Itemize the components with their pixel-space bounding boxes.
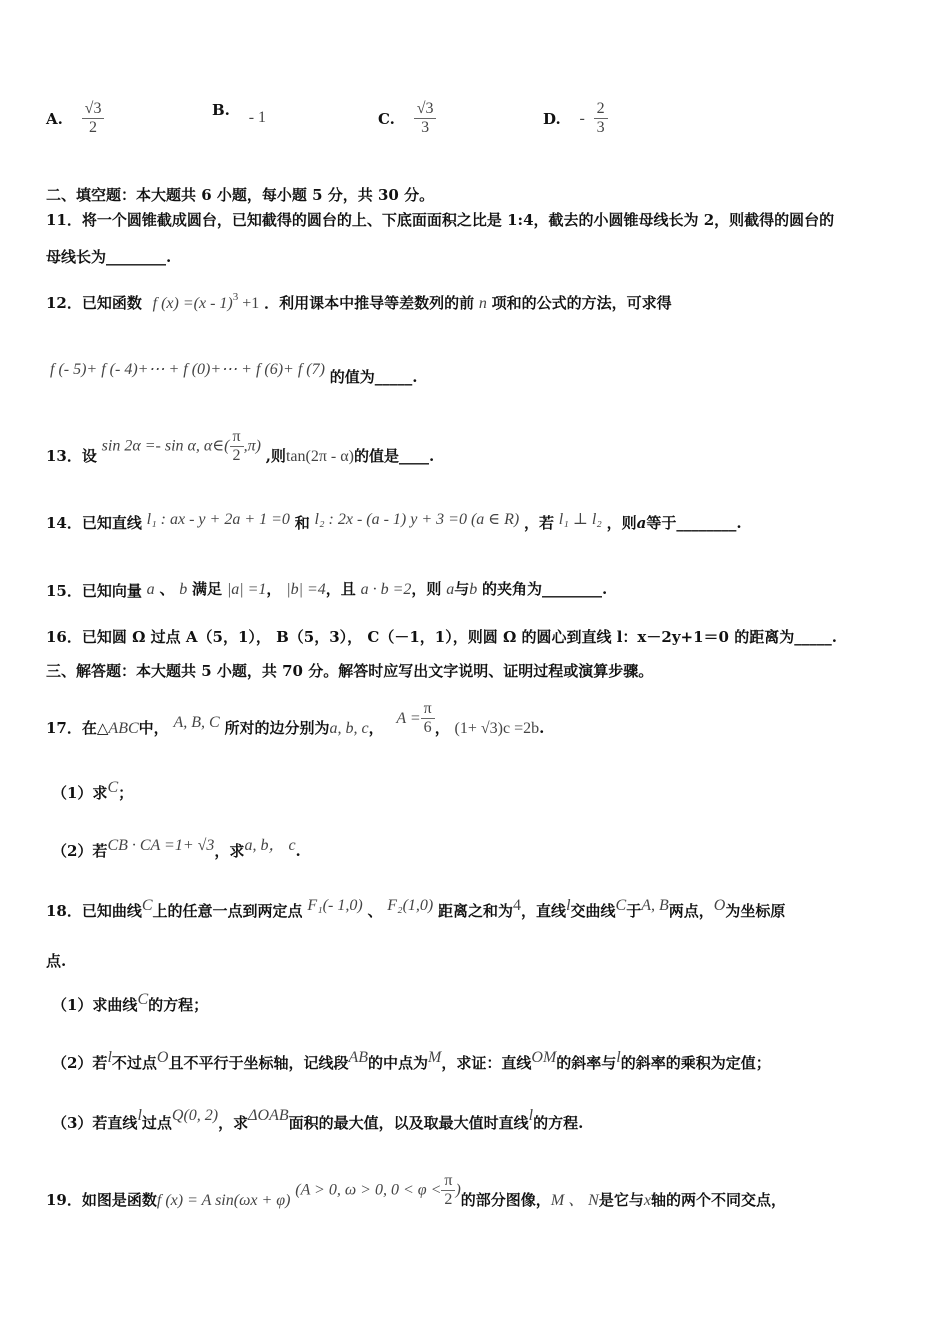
option-d [543,100,608,137]
q17-part-2 [52,834,910,860]
option-a-label: A. [46,109,63,128]
q15-abs-a: |a| =1 [226,581,267,598]
q18-four: 4 [513,897,522,914]
q15-c3: ，则 [411,580,442,598]
q18-c3: ，直线 [521,902,567,920]
q18-p3-tri: ΔOAB [248,1107,289,1124]
q12-function: f (x) =(x - 1) [152,295,233,312]
q17-six: 6 [423,719,432,736]
q13-two: 2 [232,447,241,464]
q18-p2-l2: l [616,1049,621,1066]
option-c-fraction [414,100,437,137]
q18-p2-c: 的中点为 [368,1054,429,1072]
q17-a-eq: A = [396,709,421,727]
q17-p1-end: ； [118,784,134,802]
q14-ask: 等于________. [646,514,742,532]
q14-line-2-eq: l₂ : 2x - (a - 1) y + 3 =0 (a ∈ R) [314,511,520,528]
q18-p3-l2: l [528,1107,534,1124]
q18-p2-label: （2）若 [52,1054,108,1072]
q18-p1-end: 的方程； [148,996,209,1014]
q14-perp: l₁ ⊥ l₂ [558,511,602,528]
q19-two: 2 [444,1191,453,1208]
q15-with: 与 [454,580,470,598]
q15-abs-b: |b| =4 [286,581,326,598]
q12-n: n [478,295,487,312]
q17-p2-expr: CB · CA =1+ √3 [107,837,215,854]
q18-part-1 [52,988,910,1014]
q17-comma: ， [368,718,384,737]
q18-p1-label: （1）求曲线 [52,996,138,1014]
q18-p3-l: l [137,1107,142,1124]
q15-a: a [146,581,155,598]
q18-part-3 [52,1104,910,1132]
q12-tail: +1 [238,295,260,312]
q12-suffix-1: ．利用课本中推导等差数列的前 [264,294,475,312]
option-b-label: B. [212,101,230,119]
q15-c1: 满足 [192,580,223,598]
q18-c5: 于 [626,902,642,920]
section-2-title: 二、填空题：本大题共 6 小题，每小题 5 分，共 30 分。 [46,186,435,204]
option-b [212,100,267,126]
q18-p3-c: 面积的最大值，以及取最大值时直线 [288,1114,529,1132]
option-a [46,100,104,137]
q17-prefix: 17．在△ [46,718,109,737]
q15-comma: ， [266,580,282,598]
option-a-denominator: 2 [89,119,98,136]
q18-p3-b: ，求 [218,1114,249,1132]
q19-c2: 是它与 [598,1190,644,1209]
q19-c1: 的部分图像， [460,1190,551,1209]
q13-line [46,428,910,465]
q15-a-2: a [446,581,455,598]
q15-b: b [179,581,188,598]
q17-sides: a, b, c [329,719,369,737]
q17-p1-label: （1）求 [52,784,108,802]
q15-ask: 的夹角为________. [481,580,608,598]
q17-end: . [539,718,545,737]
q14-line-1-eq: l₁ : ax - y + 2a + 1 =0 [146,511,290,528]
q18-line-1 [46,894,910,920]
q19-condition-end: ) [455,1181,461,1199]
option-d-label: D. [543,109,561,128]
q14-a: a [636,514,647,532]
q19-x: x [643,1191,651,1209]
option-d-sign: - [579,109,585,127]
q18-F1: F₁(- 1,0) [307,897,363,914]
q18-c6: 两点， [668,902,714,920]
q13-expression: tan(2π - α) [285,447,354,465]
q13-pi: π [230,428,244,447]
q19-MN: M 、 N [550,1191,599,1209]
q19-c3: 轴的两个不同交点， [650,1190,786,1209]
q18-p2-OM: OM [531,1049,557,1066]
q18-line-2: 点. [46,952,67,970]
option-c [378,100,436,137]
q14-mid: ，若 [524,514,555,532]
q14-line [46,508,910,531]
q18-sep: 、 [367,902,383,920]
q19-line [46,1172,910,1209]
q18-p2-M: M [428,1049,442,1066]
q18-c2: 距离之和为 [438,902,514,920]
q15-c2: ，且 [325,580,356,598]
q17-p2-vars: a, b， c [244,837,296,854]
q18-c4: 交曲线 [570,902,616,920]
q13-prefix: 13．设 [46,446,97,465]
q18-l: l [566,897,571,914]
q19-condition: (A > 0, ω > 0, 0 < φ < [295,1181,442,1199]
q17-c2: 所对的边分别为 [224,718,330,737]
q18-O: O [713,897,726,914]
q17-line [46,700,910,737]
q17-pi: π [421,700,435,719]
option-d-numerator: 2 [594,100,608,119]
q15-dot: a · b =2 [360,581,412,598]
q13-condition-end: ,π) [243,437,261,455]
q11-line-2: 母线长为________. [46,248,172,266]
q19-fraction [441,1172,455,1209]
q18-prefix: 18．已知曲线 [46,902,142,920]
option-b-value: - 1 [248,109,267,126]
q14-prefix: 14．已知直线 [46,514,142,532]
option-d-denominator: 3 [596,119,605,136]
q14-mid-2: ，则 [606,514,637,532]
q18-p3-Q: Q(0, 2) [171,1107,219,1124]
q17-p1-var: C [107,779,119,796]
q17-p2-label: （2）若 [52,842,108,860]
q18-p2-e: 的斜率与 [556,1054,617,1072]
q15-line [46,578,910,601]
q13-mid: ,则 [265,446,286,465]
q12-ask: 的值为_____. [329,368,418,386]
q15-prefix: 15．已知向量 [46,582,142,600]
q19-function: f (x) = A sin(ωx + φ) [156,1191,291,1209]
q18-p3-d: 的方程. [533,1114,584,1132]
q18-p2-f: 的斜率的乘积为定值； [620,1054,771,1072]
q13-ask: 的值是____. [353,446,435,465]
q17-condition: (1+ √3)c =2b [454,719,540,737]
option-a-numerator: √3 [82,100,105,119]
q12-prefix: 12．已知函数 [46,294,142,312]
q18-p2-a: 不过点 [111,1054,157,1072]
q18-part-2 [52,1046,910,1072]
option-c-numerator: √3 [414,100,437,119]
q18-p2-AB: AB [348,1049,369,1066]
q18-c1: 上的任意一点到两定点 [152,902,303,920]
section-3-title: 三、解答题：本大题共 5 小题，共 70 分。解答时应写出文字说明、证明过程或演算步骤。 [46,662,654,680]
q18-AB: A, B [641,897,669,914]
q12-line-1 [46,292,910,316]
q18-p3-label: （3）若直线 [52,1114,138,1132]
q18-p2-d: ，求证：直线 [441,1054,532,1072]
q15-sep: 、 [159,580,175,598]
q17-abc: ABC [108,719,139,737]
q18-p2-O: O [156,1049,169,1066]
q15-b-2: b [469,581,478,598]
q12-suffix-2: 项和的公式的方法，可求得 [491,294,672,312]
option-c-label: C. [378,109,395,128]
q17-angles: A, B, C [173,713,220,731]
q17-c1: 中， [138,718,169,737]
q17-c3: ， [434,718,450,737]
option-a-fraction [82,100,105,137]
q18-p3-a: 过点 [141,1114,172,1132]
q17-p2-mid: ，求 [214,842,245,860]
q18-C2: C [615,897,627,914]
option-c-denominator: 3 [421,119,430,136]
q11-line-1: 11．将一个圆锥截成圆台，已知截得的圆台的上、下底面面积之比是 1:4，截去的小圆锥母线长为 2，则截得的圆台的 [46,211,835,229]
q18-C: C [141,897,153,914]
q18-p1-var: C [137,991,149,1008]
q18-p2-b: 且不平行于坐标轴，记线段 [168,1054,349,1072]
q17-part-1 [52,776,910,802]
q16-line: 16．已知圆 Ω 过点 A（5，1）， B（5，3）， C（－1，1），则圆 Ω 的圆心到直线 l：x－2y+1＝0 的距离为_____. [46,628,837,646]
q18-F2: F₂(1,0) [387,897,434,914]
q14-and: 和 [294,514,310,532]
q19-pi: π [441,1172,455,1191]
q17-p2-end: . [295,842,301,860]
q19-prefix: 19．如图是函数 [46,1190,157,1209]
q12-expression: f (- 5)+ f (- 4)+⋯ + f (0)+⋯ + f (6)+ f (7) [50,361,325,378]
option-d-fraction [594,100,608,137]
q18-p2-l: l [107,1049,112,1066]
q17-fraction [421,700,435,737]
q13-condition: sin 2α =- sin α, α∈( [101,437,230,455]
q12-exponent: 3 [232,291,239,303]
q12-line-2 [50,358,910,386]
q13-fraction [230,428,244,465]
q18-c7: 为坐标原 [725,902,786,920]
